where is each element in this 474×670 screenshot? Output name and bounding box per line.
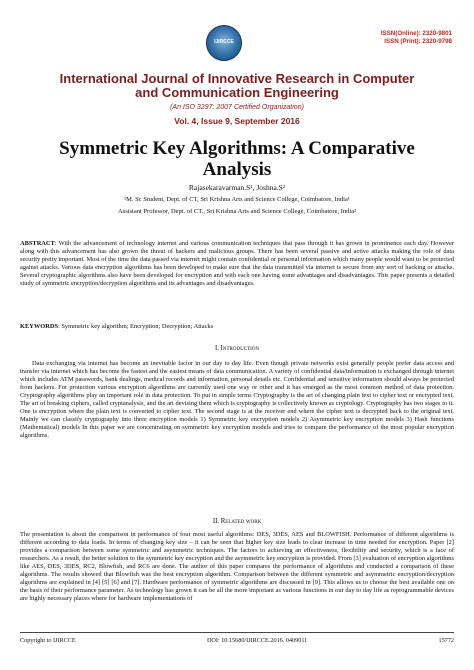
journal-title-line1: International Journal of Innovative Research in Computer bbox=[59, 71, 415, 86]
footer-doi: DOI: 10.15680/IJIRCCE.2016. 0409011 bbox=[206, 637, 308, 644]
paper-title-line2: Analysis bbox=[202, 159, 272, 180]
paper-title bbox=[30, 138, 444, 180]
introduction-text: Data exchanging via internet has become an inevitable factor in our day to day life. Even though private networks exist generally people prefer data access and transfer via internet which has become the fastest and the easiest means of data communication. A variety of confidential data/information is exchanged through internet which includes ATM passwords, bank dealings, medical records and information, personal details etc. Confidential and sensitive information should always be protected from hackers. For protection various encryption algorithms are currently used one way or other and it has emerged as the most common method of data protection. Cryptography algorithms play an important role in data protection. To put in simple terms Cryptography is the art of changing plain text to cipher text or encrypted text. The art of breaking ciphers, called cryptanalysis, and the art devising them which is cryptography is collectively known as cryptology. Cryptography has two stages to it. One is encryption where the plain text is converted to cipher text. The second stage is at the receiver end where the cipher text is decrypted back to the original text. Mainly we can classify cryptography into three encryption models 1) Symmetric key encryption models 2) Asymmetric key encryption models 3) Hash functions (Mathematical) models In this paper we are concentrating on symmetric key encryption models and tries to compare the performance of the most popular encryption algorithms. bbox=[20, 360, 454, 439]
paper-title-line1: Symmetric Key Algorithms: A Comparative bbox=[59, 138, 415, 159]
issn-online: ISSN(Online): 2320-9801 bbox=[380, 30, 452, 37]
affiliation-2: Assistant Professor, Dept. of CT., Sri Krishna Arts and Science College, Coimbatore, India² bbox=[117, 208, 357, 215]
footer-page-number: 15772 bbox=[438, 637, 454, 644]
affiliation-1: ¹M. Sc Student, Dept. of CT, Sri Krishna Arts and Science College, Coimbatore, India¹ bbox=[124, 196, 350, 203]
journal-title-line2: and Communication Engineering bbox=[135, 85, 339, 100]
logo-text: IJIRCCE bbox=[214, 39, 234, 45]
authors: Rajasekaravarman.S¹, Joshna.S² bbox=[188, 183, 286, 192]
section-heading-related-work: II. Related work bbox=[212, 518, 262, 525]
related-work-text: The presentation is about the comparison in performance of four most useful algorithms: DES, 3DES, AES and BLOWFISH. Performance of different algorithms is different according to data loads. In terms of changing key size – it can be seen that higher key size leads to clear increase in time needed for encryption. Paper [2] provides a comparison between some symmetric and asymmetric techniques. The factors to achieving an effectiveness, flexibility and security, which is a face of researchers. As a result, the better solution to the symmetric key encryption and the asymmetric key encryption is provided. From [3] evaluation of encryption algorithms like AES, DES, 3DES, RC2, Blowfish, and RC6 are done. The author of this paper compares the performance of algorithms and conducted a comparison of these algorithms. The results showed that Blowfish was the best encryption algorithm. Comparison between the different symmetric and asymmetric encryption/decryption algorithms are explained in [4] [5] [6] and [7]. Hardware performance of symmetric algorithms are discussed in [9]. This allows us to choose the best available one on the basis of their performance parameter. As technology has grown it can be all the more important as various functions in our day to day life as reprogrammable devices are highly necessary places where for hardware implementations of bbox=[20, 531, 454, 602]
keywords bbox=[20, 323, 454, 331]
abstract-text: : With the advancement of technology internet and various communication techniques that pass through it has grown in prominence each day. However along with this advancement has also grown the threat of hackers and malicious groups. There has been several passive and active attacks making the role of data security pretty important. Most of the time the data passed via internet might contain confidential or personal information which many people would want to be protected against attacks. Various data encryption algorithms has been developed to make sure that the data transmitted via internet is secure from any sort of hacking or attacks. Several cryptographic algorithms also have been developed for encryption and with each one having some advantages and disadvantages. This paper presents a detailed study of symmetric encryption/decryption algorithms and its advantages and disadvantages. bbox=[20, 240, 454, 288]
abstract bbox=[20, 240, 454, 289]
page-footer bbox=[20, 632, 454, 644]
section-heading-introduction: I. Introduction bbox=[214, 345, 260, 352]
issn-block bbox=[381, 30, 452, 46]
volume-issue: Vol. 4, Issue 9, September 2016 bbox=[174, 116, 300, 126]
keywords-text: : Symmetric key algorithm; Encryption; Decryption; Attacks bbox=[58, 323, 214, 330]
footer-copyright: Copyright to IJIRCCE bbox=[20, 637, 76, 644]
certification-note: (An ISO 3297: 2007 Certified Organization) bbox=[170, 104, 304, 111]
journal-logo bbox=[206, 25, 242, 61]
issn-print: ISSN (Print): 2320-9798 bbox=[384, 38, 452, 45]
keywords-label: KEYWORDS bbox=[20, 323, 58, 330]
abstract-label: ABSTRACT bbox=[20, 240, 55, 247]
journal-title bbox=[20, 72, 454, 100]
